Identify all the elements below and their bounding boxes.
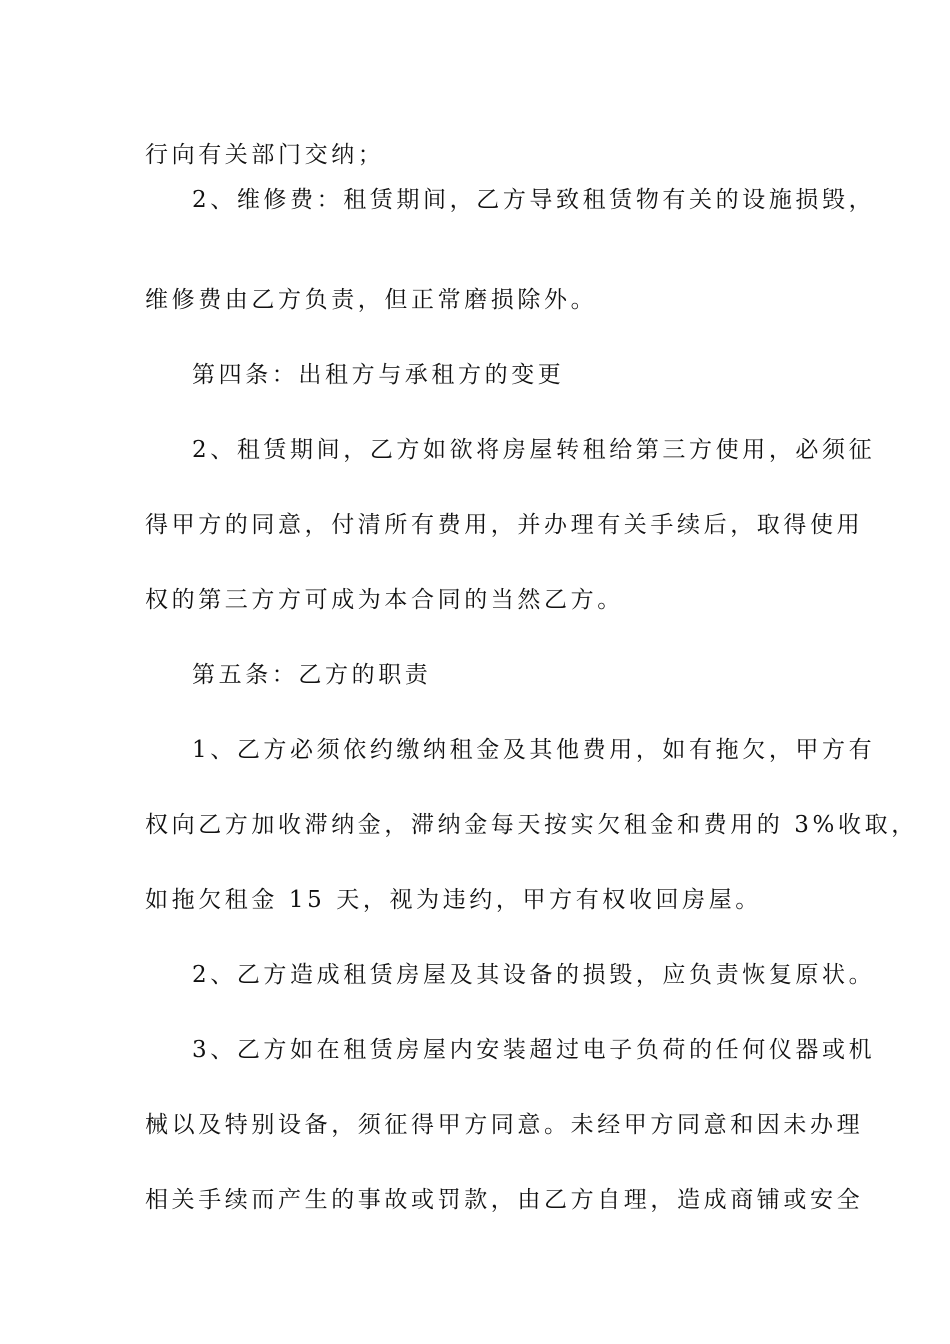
paragraph-line: 2、维修费：租赁期间，乙方导致租赁物有关的设施损毁， — [192, 187, 876, 213]
paragraph-line: 权的第三方方可成为本合同的当然乙方。 — [145, 587, 624, 613]
paragraph-line: 械以及特别设备，须征得甲方同意。未经甲方同意和因未办理 — [145, 1112, 864, 1138]
paragraph-line: 2、乙方造成租赁房屋及其设备的损毁，应负责恢复原状。 — [192, 962, 876, 988]
paragraph-line: 得甲方的同意，付清所有费用，并办理有关手续后，取得使用 — [145, 512, 864, 538]
paragraph-line: 2、租赁期间，乙方如欲将房屋转租给第三方使用，必须征 — [192, 437, 876, 463]
paragraph-line: 如拖欠租金 15 天，视为违约，甲方有权收回房屋。 — [145, 887, 762, 913]
paragraph-line: 维修费由乙方负责，但正常磨损除外。 — [145, 287, 598, 313]
section-heading: 第四条：出租方与承租方的变更 — [192, 362, 565, 388]
section-heading: 第五条：乙方的职责 — [192, 662, 432, 688]
paragraph-line: 3、乙方如在租赁房屋内安装超过电子负荷的任何仪器或机 — [192, 1037, 876, 1063]
paragraph-line: 相关手续而产生的事故或罚款，由乙方自理，造成商铺或安全 — [145, 1187, 864, 1213]
paragraph-line: 行向有关部门交纳； — [145, 142, 385, 168]
paragraph-line: 1、乙方必须依约缴纳租金及其他费用，如有拖欠，甲方有 — [192, 737, 876, 763]
paragraph-line: 权向乙方加收滞纳金，滞纳金每天按实欠租金和费用的 3%收取， — [145, 812, 918, 838]
